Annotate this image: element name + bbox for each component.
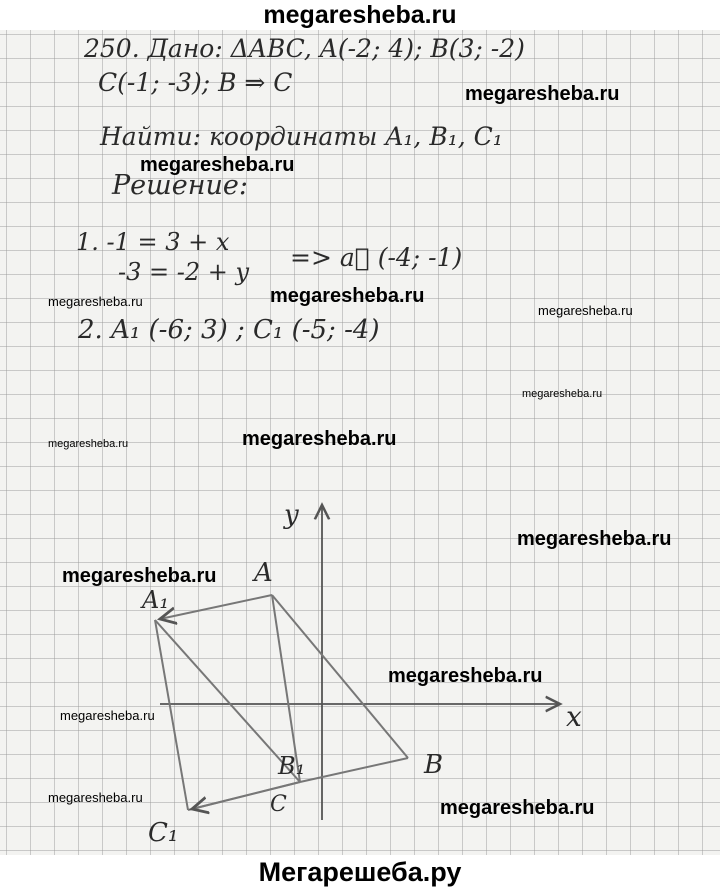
- watermark: megaresheba.ru: [140, 154, 295, 176]
- point-b-label: B: [424, 750, 444, 780]
- given-line-1: 250. Дано: ΔABC, A(-2; 4); B(3; -2): [84, 34, 525, 63]
- point-c-label: C: [270, 792, 287, 817]
- step1-equation-1: 1. -1 = 3 + x: [76, 228, 230, 256]
- segment-bc: [300, 758, 408, 782]
- watermark: megaresheba.ru: [440, 797, 595, 819]
- point-a1-label: A₁: [142, 586, 169, 614]
- point-c1-label: C₁: [148, 818, 179, 848]
- watermark: megaresheba.ru: [388, 665, 543, 687]
- step1-equation-2: -3 = -2 + y: [118, 258, 250, 286]
- watermark: megaresheba.ru: [465, 83, 620, 105]
- watermark: megaresheba.ru: [242, 428, 397, 450]
- given-line-2: C(-1; -3); B ⇒ C: [98, 68, 293, 97]
- watermark: megaresheba.ru: [48, 294, 143, 309]
- step2-line: 2. A₁ (-6; 3) ; C₁ (-5; -4): [78, 315, 380, 345]
- find-line: Найти: координаты A₁, B₁, C₁: [100, 122, 503, 151]
- solution-heading: Решение:: [112, 170, 248, 201]
- step1-result: => a⃗ (-4; -1): [290, 243, 463, 272]
- point-a-label: A: [254, 558, 273, 588]
- site-footer: Мегарешеба.ру: [0, 855, 720, 890]
- watermark: megaresheba.ru: [48, 790, 143, 805]
- watermark: megaresheba.ru: [522, 388, 603, 400]
- watermark: megaresheba.ru: [60, 708, 155, 723]
- watermark: megaresheba.ru: [62, 565, 217, 587]
- site-header: megaresheba.ru: [0, 0, 720, 30]
- notebook-page: [0, 30, 720, 855]
- segment-c1a1: [155, 620, 188, 810]
- axis-y-label: y: [284, 500, 299, 530]
- axis-x-label: x: [566, 700, 582, 733]
- point-b1-label: B₁: [278, 752, 306, 780]
- watermark: megaresheba.ru: [517, 528, 672, 550]
- watermark: megaresheba.ru: [538, 303, 633, 318]
- vector-a-a1: [160, 595, 272, 619]
- watermark: megaresheba.ru: [270, 285, 425, 307]
- watermark: megaresheba.ru: [48, 438, 129, 450]
